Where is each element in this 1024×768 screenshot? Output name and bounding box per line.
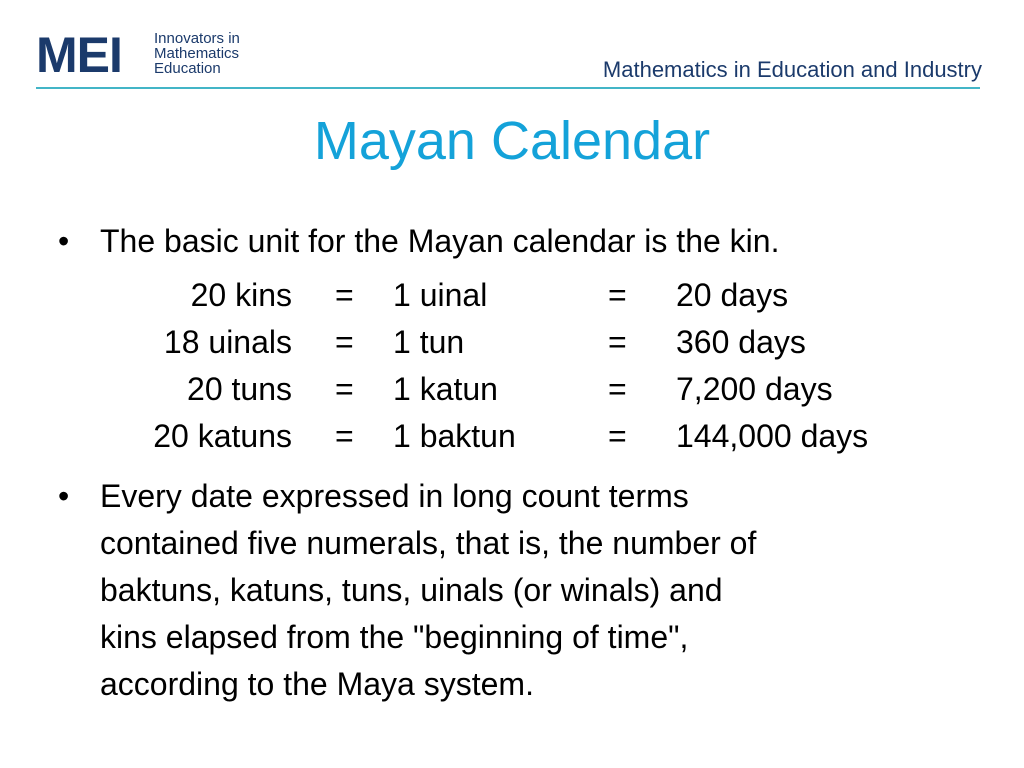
equals-sign: = — [608, 371, 627, 407]
conversion-row — [0, 366, 1024, 413]
conversion-to: 1 tun — [393, 324, 465, 360]
conversion-from: 18 uinals — [163, 324, 292, 360]
bullet-text: The basic unit for the Mayan calendar is the kin. — [100, 223, 780, 259]
conversion-from: 20 kins — [190, 277, 292, 313]
conversion-days: 360 days — [676, 324, 806, 360]
equals-sign: = — [335, 324, 354, 360]
equals-sign: = — [335, 277, 354, 313]
equals-sign: = — [608, 324, 627, 360]
conversion-from: 20 tuns — [187, 371, 292, 407]
slide-title: Mayan Calendar — [313, 111, 711, 171]
bullet-text-line: kins elapsed from the "beginning of time", — [100, 619, 689, 655]
conversion-from: 20 katuns — [153, 418, 292, 454]
logo-tagline-line: Innovators in — [154, 30, 240, 47]
conversion-row — [0, 319, 1024, 366]
logo-mark: MEI — [36, 27, 122, 83]
logo-tagline-line: Education — [154, 60, 221, 77]
conversion-days: 7,200 days — [676, 371, 833, 407]
bullet-dot: • — [58, 478, 70, 514]
conversion-table — [0, 272, 1024, 460]
conversion-row — [0, 413, 1024, 460]
equals-sign: = — [608, 418, 627, 454]
conversion-to: 1 baktun — [393, 418, 516, 454]
bullet-dot: • — [58, 223, 70, 259]
bullet-text-line: Every date expressed in long count terms — [100, 478, 689, 514]
conversion-days: 144,000 days — [676, 418, 869, 454]
equals-sign: = — [335, 371, 354, 407]
bullet-text-line: according to the Maya system. — [100, 666, 534, 702]
bullet-text-line: contained five numerals, that is, the number of — [100, 525, 757, 561]
conversion-to: 1 uinal — [393, 277, 488, 313]
bullet-text — [100, 473, 756, 708]
equals-sign: = — [335, 418, 354, 454]
logo-tagline — [154, 31, 240, 76]
equals-sign: = — [608, 277, 627, 313]
conversion-days: 20 days — [676, 277, 789, 313]
header-divider — [36, 87, 980, 89]
header-slogan: Mathematics in Education and Industry — [602, 57, 982, 82]
bullet-text-line: baktuns, katuns, tuns, uinals (or winals) and — [100, 572, 723, 608]
conversion-row — [0, 272, 1024, 319]
conversion-to: 1 katun — [393, 371, 498, 407]
logo-tagline-line: Mathematics — [154, 45, 240, 62]
